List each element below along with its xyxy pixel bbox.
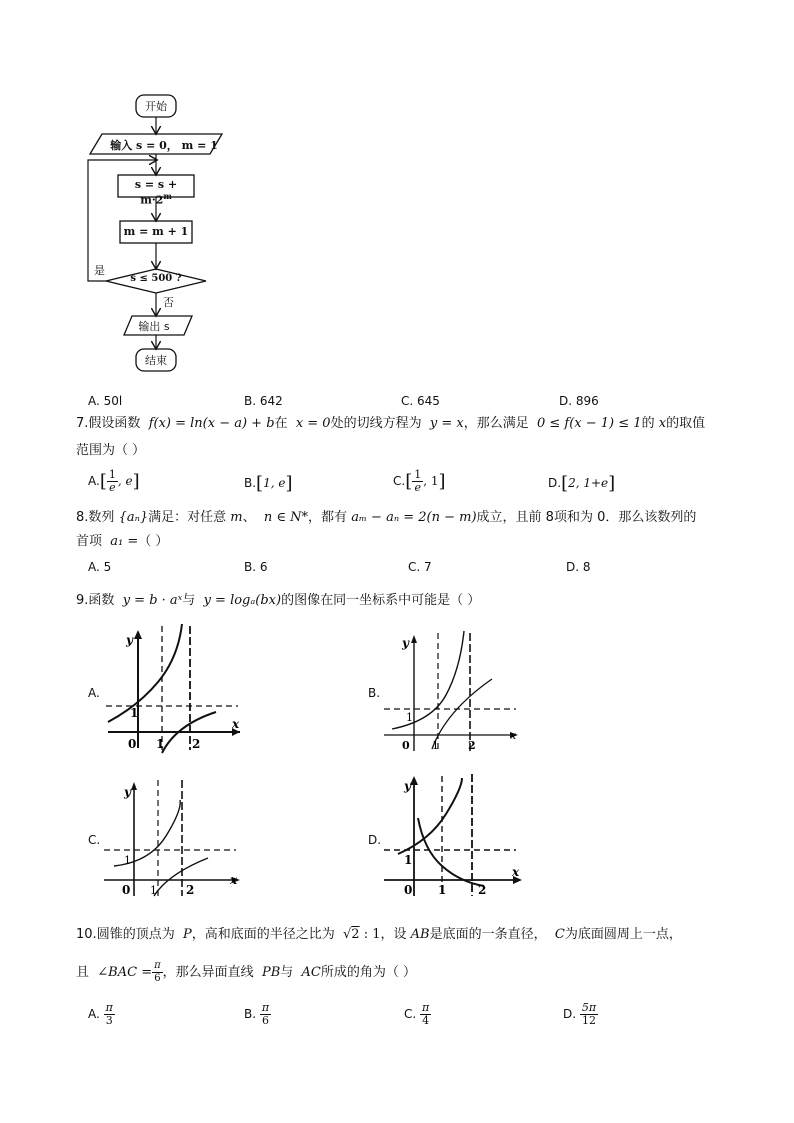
flow-condition-label: s ≤ 500 ? xyxy=(130,273,182,284)
q10-option-b: B. $\frac{\pi}{6}$ xyxy=(244,1001,270,1027)
q10-option-c: C. $\frac{\pi}{4}$ xyxy=(404,1001,430,1027)
q9-graph-b xyxy=(380,625,530,755)
svg-text:1: 1 xyxy=(124,854,131,867)
q10-option-a: A. $\frac{\pi}{3}$ xyxy=(88,1001,113,1027)
q9-option-a-label: A. xyxy=(88,686,100,700)
q9-graph-a xyxy=(100,620,250,755)
q8-option-d: D. 8 xyxy=(566,560,591,574)
flow-end-label: 结束 xyxy=(145,354,167,367)
q7-option-b: B.[1, e] xyxy=(244,473,293,494)
svg-text:1: 1 xyxy=(404,853,413,867)
flow-input-label: 输入 s = 0， m = 1 xyxy=(110,139,218,152)
svg-text:1: 1 xyxy=(432,739,439,752)
q9-stem: 9.函数 y = b · aˣ与 y = logₐ(bx)的图像在同一坐标系中可能是（ ） xyxy=(76,593,481,608)
svg-text:0: 0 xyxy=(128,737,137,751)
svg-text:1: 1 xyxy=(130,706,139,720)
q6-option-c: C. 645 xyxy=(401,394,440,408)
svg-text:0: 0 xyxy=(122,883,131,897)
flow-start-label: 开始 xyxy=(145,100,167,113)
svg-text:2: 2 xyxy=(478,883,487,897)
q9-graph-d xyxy=(380,768,530,900)
q9-option-b-label: B. xyxy=(368,686,381,700)
flow-step2-label: m = m + 1 xyxy=(123,225,189,238)
svg-text:0: 0 xyxy=(404,883,413,897)
q7-option-a: A.[ $\frac{1}{e}$ , e] xyxy=(88,468,140,494)
svg-text:1: 1 xyxy=(406,711,413,724)
q8-option-a: A. 5 xyxy=(88,560,112,574)
svg-text:y: y xyxy=(402,636,409,650)
svg-text:2: 2 xyxy=(186,883,195,897)
flow-output-label: 输出 s xyxy=(138,320,170,333)
svg-text:y: y xyxy=(126,633,133,647)
svg-text:2: 2 xyxy=(468,739,476,752)
q6-option-a: A. 50l xyxy=(88,394,123,408)
svg-text:x: x xyxy=(230,873,238,887)
flow-yes-label: 是 xyxy=(94,264,105,277)
svg-text:x: x xyxy=(510,729,517,742)
q7-option-d: D.[2, 1+e] xyxy=(548,473,616,494)
q9-graph-c xyxy=(100,770,250,900)
q8-line2: 首项 a₁ =（ ） xyxy=(76,534,169,549)
q6-option-d: D. 896 xyxy=(559,394,599,408)
svg-text:2: 2 xyxy=(192,737,201,751)
q6-option-b: B. 642 xyxy=(244,394,283,408)
svg-text:1: 1 xyxy=(438,883,447,897)
q10-line1: 10.圆锥的顶点为 P，高和底面的半径之比为 √2 : 1，设 AB是底面的一条直径， C为底面圆周上一点， xyxy=(76,927,682,942)
svg-text:1: 1 xyxy=(156,737,165,751)
q8-option-c: C. 7 xyxy=(408,560,432,574)
svg-text:y: y xyxy=(124,785,131,799)
svg-text:x: x xyxy=(232,717,240,731)
q10-option-d: D. $\frac{5\pi}{12}$ xyxy=(563,1001,597,1027)
q7-line2: 范围为（ ） xyxy=(76,443,146,458)
q10-line2: 且 ∠BAC = $\frac{\pi}{6}$ ，那么异面直线 PB与 AC所成的角为（ ） xyxy=(76,960,417,984)
flow-step1-label: $s = s + m\cdot 2^m$ xyxy=(134,178,178,207)
q9-option-d-label: D. xyxy=(368,833,382,847)
q7-line1: 7.假设函数 f(x) = ln(x − a) + b在 x = 0处的切线方程为 y = x，那么满足 0 ≤ f(x − 1) ≤ 1的 x的取值 xyxy=(76,416,706,431)
svg-text:x: x xyxy=(512,865,520,879)
q7-option-c: C.[ $\frac{1}{e}$ , 1] xyxy=(393,468,446,494)
svg-text:0: 0 xyxy=(402,739,410,752)
flow-no-label: 否 xyxy=(163,296,174,309)
svg-text:1: 1 xyxy=(150,884,157,897)
q8-line1: 8.数列 {aₙ}满足：对任意 m、 n ∈ N*，都有 aₘ − aₙ = 2(n − m)成立，且前 8项和为 0．那么该数列的 xyxy=(76,510,697,525)
svg-text:y: y xyxy=(404,779,411,793)
q8-option-b: B. 6 xyxy=(244,560,268,574)
q9-option-c-label: C. xyxy=(88,833,101,847)
